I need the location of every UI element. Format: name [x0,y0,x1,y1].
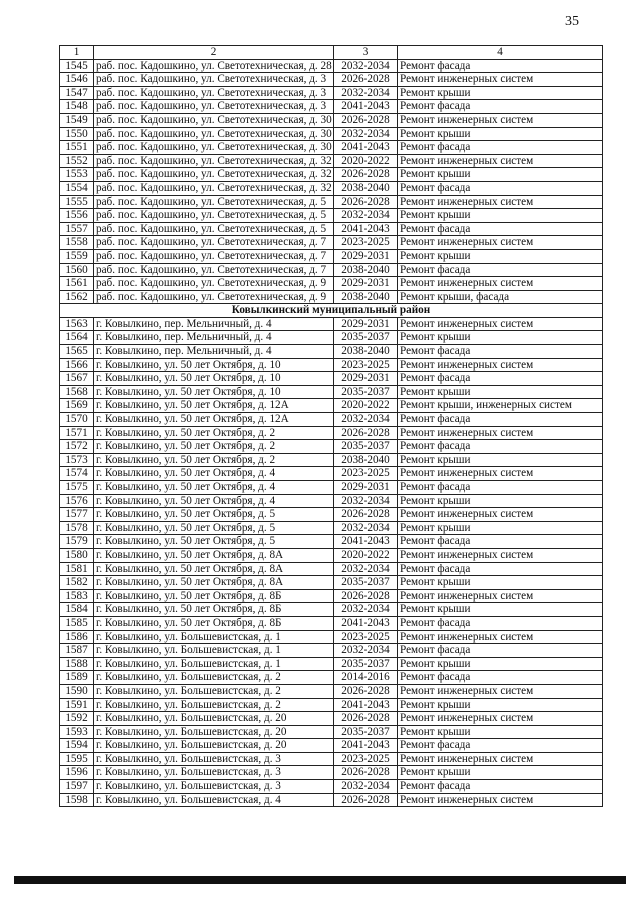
period-cell: 2029-2031 [334,317,398,331]
table-row [60,413,603,427]
address-cell: г. Ковылкино, ул. 50 лет Октября, д. 12А [94,399,334,413]
period-cell: 2038-2040 [334,290,398,304]
row-number-cell: 1550 [60,127,94,141]
period-cell: 2026-2028 [334,113,398,127]
row-number-cell: 1566 [60,358,94,372]
work-type-cell: Ремонт фасада [398,671,603,685]
row-number-cell: 1563 [60,317,94,331]
period-cell: 2032-2034 [334,59,398,73]
period-cell: 2032-2034 [334,562,398,576]
row-number-cell: 1571 [60,426,94,440]
work-type-cell: Ремонт фасада [398,141,603,155]
row-number-cell: 1557 [60,222,94,236]
row-number-cell: 1596 [60,766,94,780]
period-cell: 2041-2043 [334,100,398,114]
table-row [60,494,603,508]
table-row [60,739,603,753]
table-row [60,698,603,712]
address-cell: г. Ковылкино, ул. Большевистская, д. 1 [94,657,334,671]
work-type-cell: Ремонт крыши [398,494,603,508]
work-type-cell: Ремонт крыши [398,168,603,182]
period-cell: 2032-2034 [334,127,398,141]
period-cell: 2032-2034 [334,494,398,508]
table-row [60,113,603,127]
table-row [60,345,603,359]
work-type-cell: Ремонт фасада [398,222,603,236]
work-type-cell: Ремонт инженерных систем [398,277,603,291]
table-row [60,657,603,671]
work-type-cell: Ремонт фасада [398,616,603,630]
address-cell: г. Ковылкино, ул. Большевистская, д. 3 [94,752,334,766]
table-header-row [60,46,603,60]
address-cell: раб. пос. Кадошкино, ул. Светотехническая, д. 32 [94,168,334,182]
table-row [60,589,603,603]
row-number-cell: 1577 [60,508,94,522]
page-number: 35 [565,14,579,29]
row-number-cell: 1574 [60,467,94,481]
table-row [60,317,603,331]
work-type-cell: Ремонт инженерных систем [398,426,603,440]
table-row [60,576,603,590]
period-cell: 2032-2034 [334,413,398,427]
work-type-cell: Ремонт крыши [398,385,603,399]
address-cell: г. Ковылкино, ул. 50 лет Октября, д. 4 [94,494,334,508]
address-cell: г. Ковылкино, ул. 50 лет Октября, д. 2 [94,453,334,467]
address-cell: г. Ковылкино, ул. 50 лет Октября, д. 8А [94,548,334,562]
address-cell: г. Ковылкино, ул. Большевистская, д. 3 [94,766,334,780]
table-row [60,399,603,413]
period-cell: 2020-2022 [334,399,398,413]
address-cell: раб. пос. Кадошкино, ул. Светотехническая, д. 3 [94,100,334,114]
work-type-cell: Ремонт фасада [398,780,603,794]
table-row [60,630,603,644]
table-row [60,453,603,467]
table-row [60,521,603,535]
table-row [60,684,603,698]
table-row [60,616,603,630]
table-row [60,100,603,114]
row-number-cell: 1558 [60,236,94,250]
table-row [60,209,603,223]
work-type-cell: Ремонт фасада [398,413,603,427]
row-number-cell: 1552 [60,154,94,168]
address-cell: г. Ковылкино, ул. 50 лет Октября, д. 4 [94,467,334,481]
row-number-cell: 1549 [60,113,94,127]
row-number-cell: 1573 [60,453,94,467]
row-number-cell: 1584 [60,603,94,617]
table-row [60,603,603,617]
address-cell: г. Ковылкино, ул. 50 лет Октября, д. 10 [94,385,334,399]
table-row [60,766,603,780]
row-number-cell: 1580 [60,548,94,562]
row-number-cell: 1547 [60,86,94,100]
address-cell: г. Ковылкино, ул. Большевистская, д. 1 [94,644,334,658]
period-cell: 2035-2037 [334,576,398,590]
address-cell: г. Ковылкино, ул. Большевистская, д. 2 [94,698,334,712]
period-cell: 2014-2016 [334,671,398,685]
address-cell: раб. пос. Кадошкино, ул. Светотехническая, д. 30 [94,113,334,127]
table-row [60,385,603,399]
address-cell: г. Ковылкино, ул. Большевистская, д. 1 [94,630,334,644]
period-cell: 2029-2031 [334,481,398,495]
row-number-cell: 1592 [60,712,94,726]
period-cell: 2023-2025 [334,630,398,644]
row-number-cell: 1587 [60,644,94,658]
period-cell: 2038-2040 [334,453,398,467]
address-cell: г. Ковылкино, ул. Большевистская, д. 4 [94,793,334,807]
row-number-cell: 1546 [60,73,94,87]
table-row [60,548,603,562]
work-type-cell: Ремонт инженерных систем [398,684,603,698]
table-row [60,290,603,304]
table-row [60,249,603,263]
address-cell: раб. пос. Кадошкино, ул. Светотехническая, д. 32 [94,154,334,168]
work-type-cell: Ремонт инженерных систем [398,195,603,209]
row-number-cell: 1594 [60,739,94,753]
row-number-cell: 1553 [60,168,94,182]
row-number-cell: 1568 [60,385,94,399]
address-cell: г. Ковылкино, ул. Большевистская, д. 20 [94,712,334,726]
work-type-cell: Ремонт инженерных систем [398,154,603,168]
table-row [60,73,603,87]
work-type-cell: Ремонт инженерных систем [398,73,603,87]
work-type-cell: Ремонт крыши [398,766,603,780]
work-type-cell: Ремонт крыши [398,725,603,739]
row-number-cell: 1588 [60,657,94,671]
repair-schedule-table [59,45,603,807]
address-cell: раб. пос. Кадошкино, ул. Светотехническая, д. 7 [94,236,334,250]
address-cell: раб. пос. Кадошкино, ул. Светотехническая, д. 5 [94,222,334,236]
address-cell: г. Ковылкино, ул. 50 лет Октября, д. 2 [94,426,334,440]
work-type-cell: Ремонт инженерных систем [398,630,603,644]
work-type-cell: Ремонт инженерных систем [398,589,603,603]
period-cell: 2026-2028 [334,426,398,440]
period-cell: 2026-2028 [334,766,398,780]
section-header-row [60,304,603,318]
row-number-cell: 1560 [60,263,94,277]
work-type-cell: Ремонт крыши [398,521,603,535]
period-cell: 2041-2043 [334,616,398,630]
work-type-cell: Ремонт фасада [398,345,603,359]
table-row [60,712,603,726]
table-row [60,562,603,576]
address-cell: раб. пос. Кадошкино, ул. Светотехническая, д. 28 [94,59,334,73]
work-type-cell: Ремонт крыши [398,453,603,467]
period-cell: 2026-2028 [334,73,398,87]
table-row [60,725,603,739]
work-type-cell: Ремонт крыши [398,209,603,223]
period-cell: 2041-2043 [334,739,398,753]
table-row [60,277,603,291]
row-number-cell: 1582 [60,576,94,590]
table-row [60,141,603,155]
address-cell: раб. пос. Кадошкино, ул. Светотехническая, д. 7 [94,263,334,277]
period-cell: 2035-2037 [334,385,398,399]
work-type-cell: Ремонт фасада [398,644,603,658]
address-cell: г. Ковылкино, ул. Большевистская, д. 20 [94,739,334,753]
work-type-cell: Ремонт крыши [398,127,603,141]
address-cell: г. Ковылкино, ул. Большевистская, д. 2 [94,684,334,698]
work-type-cell: Ремонт инженерных систем [398,793,603,807]
row-number-cell: 1564 [60,331,94,345]
address-cell: г. Ковылкино, ул. 50 лет Октября, д. 5 [94,508,334,522]
work-type-cell: Ремонт фасада [398,372,603,386]
period-cell: 2032-2034 [334,86,398,100]
address-cell: г. Ковылкино, ул. 50 лет Октября, д. 8Б [94,616,334,630]
address-cell: г. Ковылкино, пер. Мельничный, д. 4 [94,317,334,331]
table-row [60,467,603,481]
work-type-cell: Ремонт инженерных систем [398,317,603,331]
table-row [60,263,603,277]
row-number-cell: 1556 [60,209,94,223]
address-cell: г. Ковылкино, ул. 50 лет Октября, д. 8А [94,562,334,576]
period-cell: 2032-2034 [334,644,398,658]
row-number-cell: 1567 [60,372,94,386]
row-number-cell: 1576 [60,494,94,508]
work-type-cell: Ремонт инженерных систем [398,712,603,726]
row-number-cell: 1590 [60,684,94,698]
work-type-cell: Ремонт инженерных систем [398,113,603,127]
row-number-cell: 1578 [60,521,94,535]
period-cell: 2026-2028 [334,712,398,726]
row-number-cell: 1591 [60,698,94,712]
period-cell: 2035-2037 [334,725,398,739]
address-cell: раб. пос. Кадошкино, ул. Светотехническая, д. 5 [94,195,334,209]
table-row [60,440,603,454]
row-number-cell: 1581 [60,562,94,576]
period-cell: 2026-2028 [334,508,398,522]
work-type-cell: Ремонт инженерных систем [398,358,603,372]
row-number-cell: 1575 [60,481,94,495]
work-type-cell: Ремонт крыши, фасада [398,290,603,304]
period-cell: 2020-2022 [334,154,398,168]
row-number-cell: 1554 [60,181,94,195]
table-row [60,793,603,807]
period-cell: 2026-2028 [334,589,398,603]
period-cell: 2035-2037 [334,440,398,454]
address-cell: г. Ковылкино, пер. Мельничный, д. 4 [94,345,334,359]
address-cell: г. Ковылкино, ул. 50 лет Октября, д. 8Б [94,603,334,617]
period-cell: 2023-2025 [334,752,398,766]
work-type-cell: Ремонт крыши [398,249,603,263]
address-cell: раб. пос. Кадошкино, ул. Светотехническая, д. 3 [94,86,334,100]
address-cell: раб. пос. Кадошкино, ул. Светотехническая, д. 5 [94,209,334,223]
row-number-cell: 1548 [60,100,94,114]
table-row [60,59,603,73]
work-type-cell: Ремонт фасада [398,100,603,114]
period-cell: 2032-2034 [334,209,398,223]
row-number-cell: 1565 [60,345,94,359]
period-cell: 2026-2028 [334,684,398,698]
address-cell: г. Ковылкино, ул. 50 лет Октября, д. 5 [94,521,334,535]
row-number-cell: 1569 [60,399,94,413]
work-type-cell: Ремонт крыши [398,657,603,671]
row-number-cell: 1545 [60,59,94,73]
row-number-cell: 1562 [60,290,94,304]
table-row [60,752,603,766]
period-cell: 2032-2034 [334,521,398,535]
header-cell-3: 3 [334,46,398,60]
address-cell: г. Ковылкино, пер. Мельничный, д. 4 [94,331,334,345]
table-row [60,195,603,209]
period-cell: 2020-2022 [334,548,398,562]
period-cell: 2023-2025 [334,467,398,481]
address-cell: г. Ковылкино, ул. 50 лет Октября, д. 8А [94,576,334,590]
address-cell: г. Ковылкино, ул. Большевистская, д. 20 [94,725,334,739]
work-type-cell: Ремонт инженерных систем [398,752,603,766]
address-cell: г. Ковылкино, ул. 50 лет Октября, д. 2 [94,440,334,454]
header-cell-1: 1 [60,46,94,60]
row-number-cell: 1572 [60,440,94,454]
table-row [60,481,603,495]
period-cell: 2038-2040 [334,263,398,277]
work-type-cell: Ремонт фасада [398,181,603,195]
work-type-cell: Ремонт фасада [398,562,603,576]
table-row [60,181,603,195]
work-type-cell: Ремонт инженерных систем [398,508,603,522]
address-cell: раб. пос. Кадошкино, ул. Светотехническая, д. 9 [94,277,334,291]
work-type-cell: Ремонт инженерных систем [398,467,603,481]
header-cell-2: 2 [94,46,334,60]
row-number-cell: 1583 [60,589,94,603]
table-row [60,508,603,522]
row-number-cell: 1595 [60,752,94,766]
work-type-cell: Ремонт фасада [398,440,603,454]
address-cell: г. Ковылкино, ул. 50 лет Октября, д. 10 [94,372,334,386]
table-row [60,426,603,440]
work-type-cell: Ремонт фасада [398,59,603,73]
work-type-cell: Ремонт фасада [398,535,603,549]
address-cell: г. Ковылкино, ул. 50 лет Октября, д. 10 [94,358,334,372]
table-row [60,154,603,168]
row-number-cell: 1579 [60,535,94,549]
period-cell: 2023-2025 [334,358,398,372]
address-cell: раб. пос. Кадошкино, ул. Светотехническая, д. 32 [94,181,334,195]
table-row [60,535,603,549]
table-row [60,127,603,141]
period-cell: 2023-2025 [334,236,398,250]
section-title: Ковылкинский муниципальный район [60,304,603,318]
table-row [60,331,603,345]
address-cell: г. Ковылкино, ул. 50 лет Октября, д. 12А [94,413,334,427]
address-cell: г. Ковылкино, ул. 50 лет Октября, д. 8Б [94,589,334,603]
address-cell: г. Ковылкино, ул. Большевистская, д. 3 [94,780,334,794]
table-row [60,644,603,658]
period-cell: 2026-2028 [334,195,398,209]
work-type-cell: Ремонт фасада [398,481,603,495]
period-cell: 2026-2028 [334,168,398,182]
table-row [60,671,603,685]
table-row [60,236,603,250]
period-cell: 2032-2034 [334,780,398,794]
period-cell: 2038-2040 [334,345,398,359]
row-number-cell: 1593 [60,725,94,739]
table-row [60,372,603,386]
header-cell-4: 4 [398,46,603,60]
period-cell: 2041-2043 [334,141,398,155]
work-type-cell: Ремонт крыши [398,698,603,712]
address-cell: раб. пос. Кадошкино, ул. Светотехническая, д. 30 [94,141,334,155]
row-number-cell: 1598 [60,793,94,807]
address-cell: раб. пос. Кадошкино, ул. Светотехническая, д. 7 [94,249,334,263]
period-cell: 2041-2043 [334,698,398,712]
period-cell: 2041-2043 [334,535,398,549]
period-cell: 2026-2028 [334,793,398,807]
period-cell: 2032-2034 [334,603,398,617]
address-cell: г. Ковылкино, ул. 50 лет Октября, д. 5 [94,535,334,549]
row-number-cell: 1585 [60,616,94,630]
table-row [60,86,603,100]
work-type-cell: Ремонт крыши [398,331,603,345]
address-cell: раб. пос. Кадошкино, ул. Светотехническая, д. 30 [94,127,334,141]
row-number-cell: 1555 [60,195,94,209]
work-type-cell: Ремонт фасада [398,263,603,277]
address-cell: раб. пос. Кадошкино, ул. Светотехническая, д. 3 [94,73,334,87]
work-type-cell: Ремонт фасада [398,739,603,753]
row-number-cell: 1586 [60,630,94,644]
work-type-cell: Ремонт инженерных систем [398,548,603,562]
period-cell: 2029-2031 [334,277,398,291]
period-cell: 2035-2037 [334,657,398,671]
row-number-cell: 1559 [60,249,94,263]
period-cell: 2038-2040 [334,181,398,195]
work-type-cell: Ремонт крыши, инженерных систем [398,399,603,413]
work-type-cell: Ремонт крыши [398,576,603,590]
address-cell: раб. пос. Кадошкино, ул. Светотехническая, д. 9 [94,290,334,304]
period-cell: 2029-2031 [334,249,398,263]
table-row [60,780,603,794]
address-cell: г. Ковылкино, ул. Большевистская, д. 2 [94,671,334,685]
work-type-cell: Ремонт крыши [398,86,603,100]
row-number-cell: 1589 [60,671,94,685]
scan-border-bar [14,876,626,884]
row-number-cell: 1561 [60,277,94,291]
table-row [60,222,603,236]
table-row [60,358,603,372]
work-type-cell: Ремонт крыши [398,603,603,617]
period-cell: 2035-2037 [334,331,398,345]
work-type-cell: Ремонт инженерных систем [398,236,603,250]
table-row [60,168,603,182]
address-cell: г. Ковылкино, ул. 50 лет Октября, д. 4 [94,481,334,495]
row-number-cell: 1551 [60,141,94,155]
period-cell: 2029-2031 [334,372,398,386]
row-number-cell: 1597 [60,780,94,794]
row-number-cell: 1570 [60,413,94,427]
period-cell: 2041-2043 [334,222,398,236]
